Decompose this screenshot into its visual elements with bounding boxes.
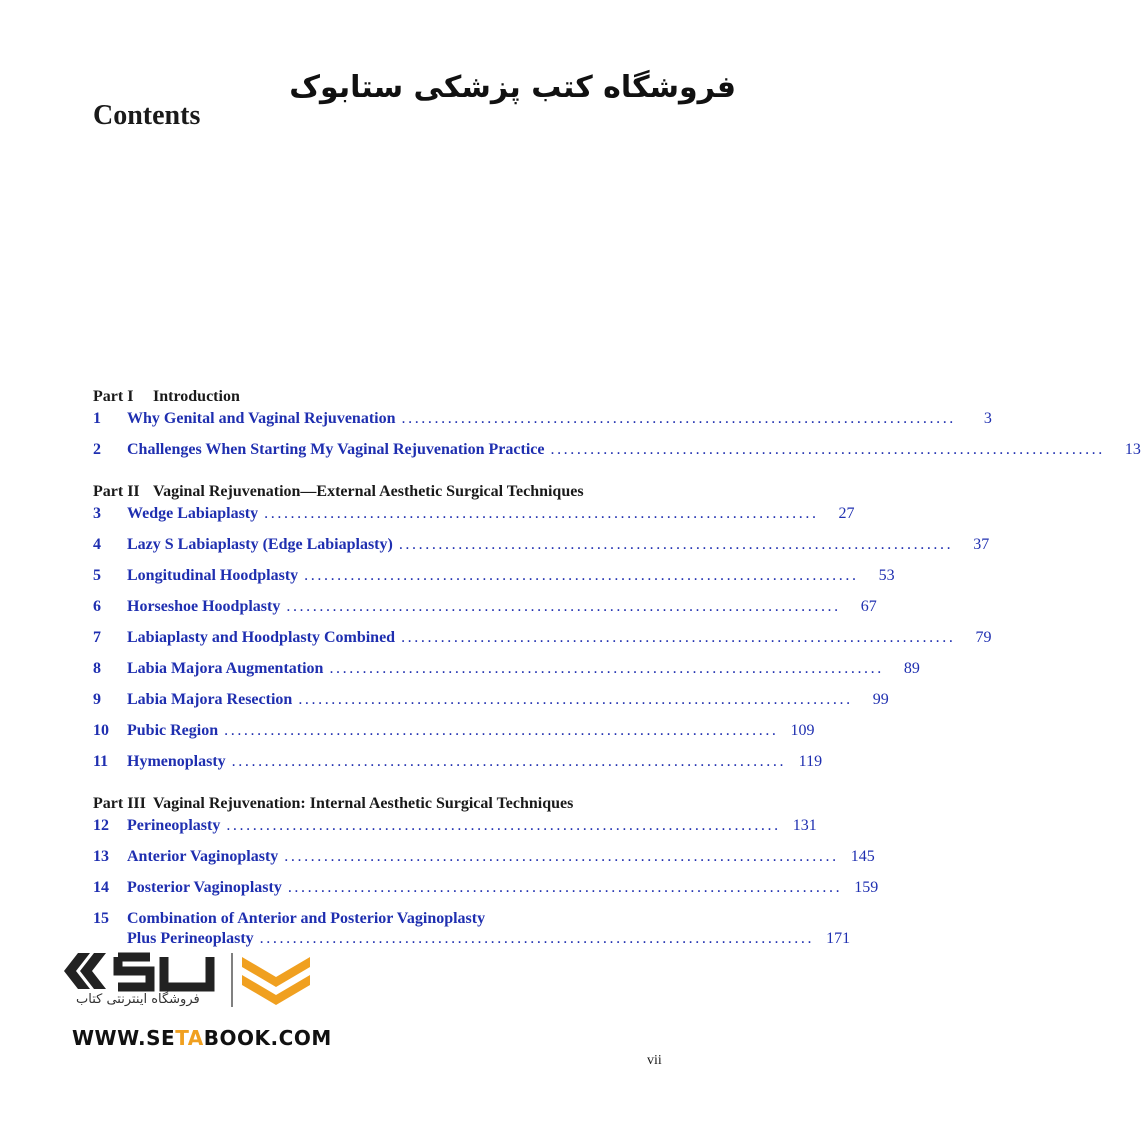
leader-dots: ....................................................................................	[401, 410, 956, 427]
leader-dots: ....................................................................................	[224, 722, 779, 739]
page-ref[interactable]: 3	[983, 410, 992, 427]
page-ref[interactable]: 89	[903, 660, 920, 677]
chapter-number: 7	[93, 629, 101, 646]
page-ref[interactable]: 109	[790, 722, 815, 739]
leader-dots: ....................................................................................	[550, 441, 1105, 458]
leader-dots: ....................................................................................	[259, 930, 815, 947]
chapter-number: 15	[93, 910, 109, 927]
chevron-left-icon	[64, 953, 106, 989]
book-stack-icon	[242, 957, 310, 1005]
toc-entry-6[interactable]	[93, 598, 877, 629]
leader-dots: ....................................................................................	[286, 598, 841, 615]
toc-entry-1[interactable]	[93, 410, 992, 441]
page-ref[interactable]: 119	[798, 753, 823, 770]
part-label: Part II	[93, 483, 140, 500]
part-heading	[93, 483, 663, 505]
page-ref[interactable]: 67	[860, 598, 877, 615]
part-title: Introduction	[153, 388, 240, 405]
logo-url-pre: WWW.SE	[72, 1026, 176, 1050]
toc-entry-3[interactable]	[93, 505, 855, 536]
leader-dots: ....................................................................................	[226, 817, 781, 834]
chapter-number: 11	[93, 753, 109, 770]
chapter-number: 12	[93, 817, 109, 834]
chapter-number: 10	[93, 722, 109, 739]
logo-url-post: BOOK.COM	[203, 1026, 332, 1050]
chapter-number: 1	[93, 410, 101, 427]
chapter-number: 6	[93, 598, 101, 615]
part-3	[93, 795, 879, 950]
leader-dots: ....................................................................................	[287, 879, 843, 896]
toc-entry-15[interactable]	[93, 910, 851, 950]
chapter-title[interactable]: Anterior Vaginoplasty	[127, 848, 279, 865]
page-ref[interactable]: 27	[838, 505, 855, 522]
chapter-title[interactable]: Pubic Region	[127, 722, 219, 739]
page-ref[interactable]: 131	[792, 817, 817, 834]
page-ref[interactable]: 37	[973, 536, 990, 553]
toc-entry-8[interactable]	[93, 660, 920, 691]
store-banner: فروشگاه کتب پزشکی ستابوک	[289, 70, 736, 105]
chapter-title[interactable]: Labiaplasty and Hoodplasty Combined	[127, 629, 396, 646]
toc-entry-9[interactable]	[93, 691, 889, 722]
toc-entry-10[interactable]	[93, 722, 815, 753]
table-of-contents	[93, 388, 1141, 950]
part-2-chapters	[93, 505, 992, 784]
chapter-title[interactable]: Labia Majora Resection	[127, 691, 293, 708]
toc-entry-11[interactable]	[93, 753, 823, 784]
chapter-number: 3	[93, 505, 101, 522]
leader-dots: ....................................................................................	[264, 505, 819, 522]
page-ref[interactable]: 53	[878, 567, 895, 584]
chapter-number: 8	[93, 660, 101, 677]
leader-dots: ....................................................................................	[329, 660, 884, 677]
chapter-title[interactable]: Challenges When Starting My Vaginal Rejuvenation Practice	[127, 441, 545, 458]
chapter-title[interactable]: Why Genital and Vaginal Rejuvenation	[127, 410, 396, 427]
logo-url-highlight: TA	[175, 1026, 204, 1050]
leader-dots: ....................................................................................	[304, 567, 859, 584]
part-3-chapters	[93, 817, 879, 910]
part-heading	[93, 388, 663, 410]
toc-entry-13[interactable]	[93, 848, 875, 879]
part-title: Vaginal Rejuvenation: Internal Aesthetic Surgical Techniques	[153, 795, 574, 812]
chapter-title[interactable]: Labia Majora Augmentation	[127, 660, 324, 677]
toc-entry-12[interactable]	[93, 817, 817, 848]
part-1	[93, 388, 1141, 472]
chapter-number: 2	[93, 441, 101, 458]
part-title: Vaginal Rejuvenation—External Aesthetic Surgical Techniques	[153, 483, 584, 500]
toc-entry-7[interactable]	[93, 629, 992, 660]
page-ref[interactable]: 13	[1124, 441, 1141, 458]
chapter-title[interactable]: Wedge Labiaplasty	[127, 505, 259, 522]
chapter-title[interactable]: Lazy S Labiaplasty (Edge Labiaplasty)	[127, 536, 393, 553]
chapter-title[interactable]: Horseshoe Hoodplasty	[127, 598, 281, 615]
toc-entry-5[interactable]	[93, 567, 895, 598]
part-2	[93, 483, 992, 784]
chapter-title[interactable]: Perineoplasty	[127, 817, 221, 834]
logo-subtitle: فروشگاه اینترنتی کتاب	[76, 992, 200, 1007]
page-ref[interactable]: 145	[850, 848, 875, 865]
leader-dots: ....................................................................................	[231, 753, 787, 770]
chapter-number: 13	[93, 848, 109, 865]
chapter-title[interactable]: Longitudinal Hoodplasty	[127, 567, 299, 584]
toc-entry-4[interactable]	[93, 536, 990, 567]
part-label: Part III	[93, 795, 146, 812]
chapter-number: 14	[93, 879, 109, 896]
leader-dots: ....................................................................................	[298, 691, 853, 708]
chapter-number: 4	[93, 536, 101, 553]
logo-mark	[118, 957, 210, 987]
chapter-number: 9	[93, 691, 101, 708]
toc-entry-14[interactable]	[93, 879, 879, 910]
leader-dots: ....................................................................................	[401, 629, 956, 646]
chapter-title[interactable]: Hymenoplasty	[127, 753, 226, 770]
part-label: Part I	[93, 388, 134, 405]
page-ref[interactable]: 99	[872, 691, 889, 708]
leader-dots: ....................................................................................	[284, 848, 839, 865]
part-1-chapters	[93, 410, 1141, 472]
contents-heading: Contents	[93, 100, 201, 131]
chapter-title[interactable]: Posterior Vaginoplasty	[127, 879, 282, 896]
page-number: vii	[647, 1053, 662, 1068]
part-heading	[93, 795, 663, 817]
leader-dots: ....................................................................................	[398, 536, 954, 553]
logo-url	[72, 1026, 332, 1050]
page-ref[interactable]: 171	[826, 930, 851, 947]
chapter-title[interactable]: Combination of Anterior and Posterior Vaginoplasty	[127, 910, 486, 927]
page-ref[interactable]: 79	[975, 629, 992, 646]
chapter-number: 5	[93, 567, 101, 584]
page-ref[interactable]: 159	[854, 879, 879, 896]
toc-entry-2[interactable]	[93, 441, 1141, 472]
chapter-title-cont[interactable]: Plus Perineoplasty	[127, 930, 254, 947]
